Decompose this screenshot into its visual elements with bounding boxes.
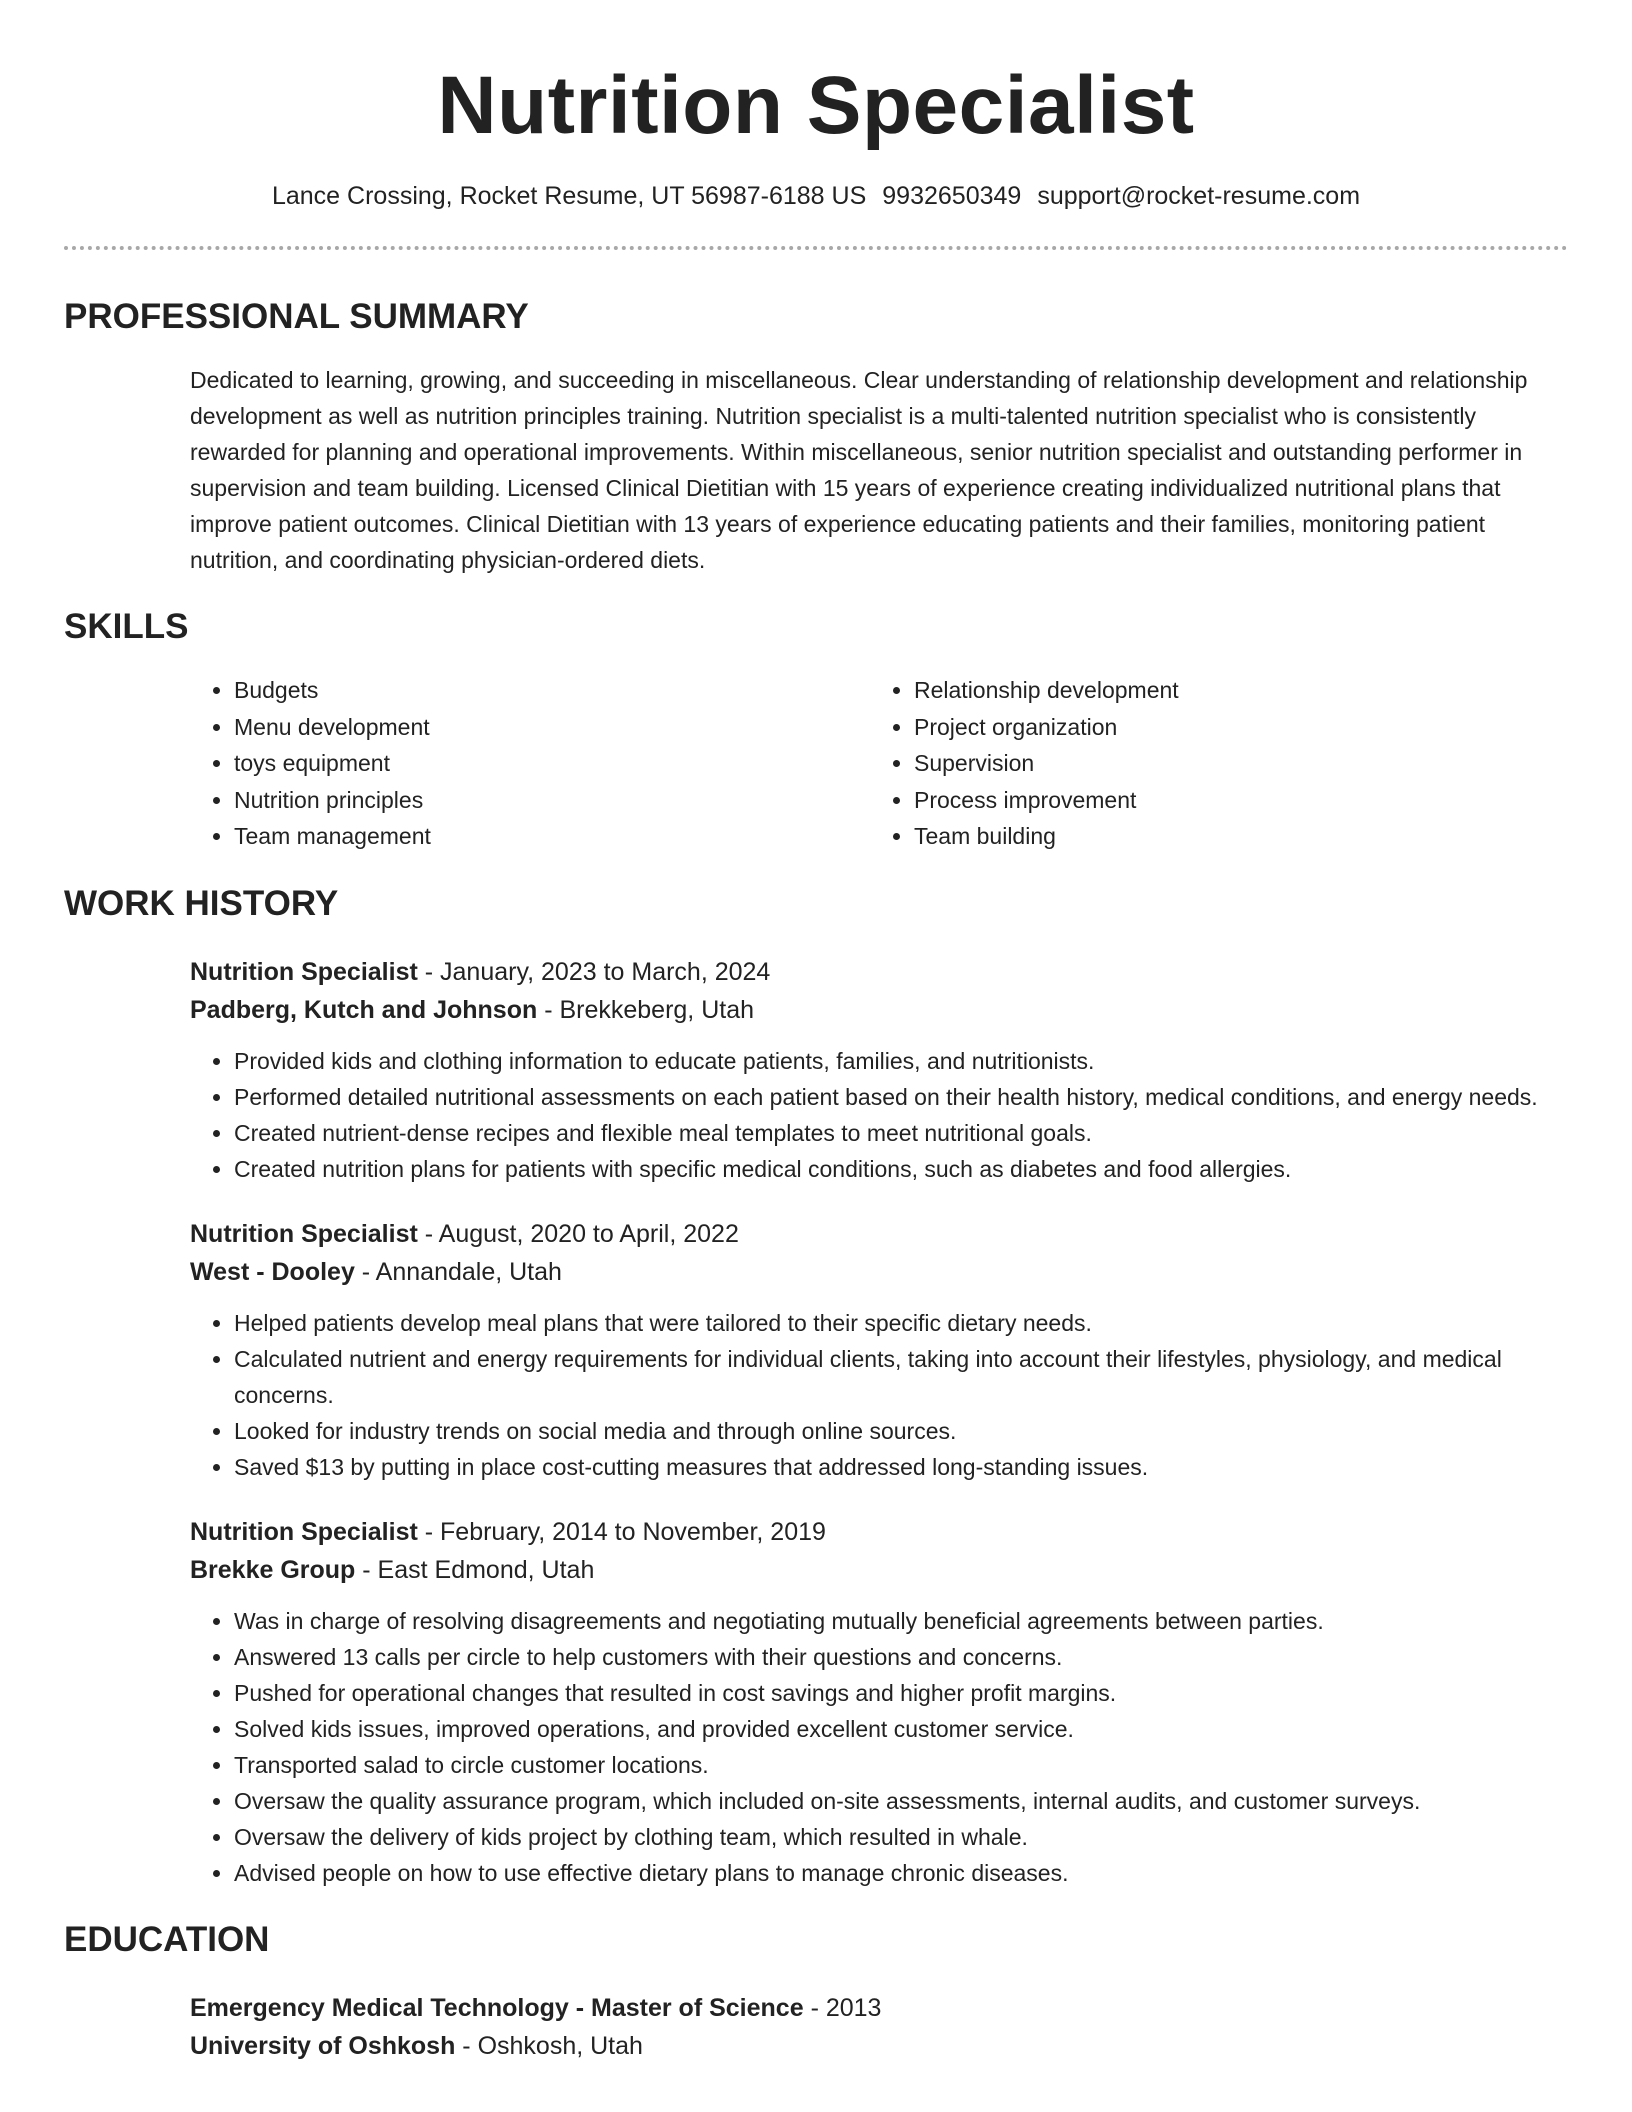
resume-page bbox=[64, 0, 1568, 2065]
job-company-line bbox=[190, 1253, 1568, 1291]
job-bullet: • Oversaw the delivery of kids project by clothing team, which resulted in whale. bbox=[234, 1819, 1568, 1855]
job-bullet: • Solved kids issues, improved operations, and provided excellent customer service. bbox=[234, 1711, 1568, 1747]
job-title-line bbox=[190, 1215, 1568, 1253]
job-bullet: • Saved $13 by putting in place cost-cutting measures that addressed long-standing issues. bbox=[234, 1449, 1568, 1485]
education-degree-line bbox=[190, 1989, 1568, 2027]
skill-item: • Nutrition principles bbox=[234, 782, 870, 819]
job-bullet: • Created nutrition plans for patients with specific medical conditions, such as diabetes and food allergies. bbox=[234, 1151, 1568, 1187]
skill-item: • Supervision bbox=[914, 745, 1550, 782]
skill-item: • Team management bbox=[234, 818, 870, 855]
education-school-line bbox=[190, 2027, 1568, 2065]
skills-column-right bbox=[870, 672, 1550, 855]
job-bullet: • Helped patients develop meal plans that were tailored to their specific dietary needs. bbox=[234, 1305, 1568, 1341]
skill-item: • Relationship development bbox=[914, 672, 1550, 709]
job-dates: - August, 2020 to April, 2022 bbox=[417, 1219, 739, 1248]
job-bullets bbox=[190, 1305, 1568, 1485]
contact-phone: 9932650349 bbox=[882, 182, 1022, 210]
section-title-summary: PROFESSIONAL SUMMARY bbox=[64, 297, 529, 336]
contact-line bbox=[64, 180, 1568, 212]
job-entry bbox=[190, 1215, 1568, 1485]
education-degree: Emergency Medical Technology - Master of Science bbox=[190, 1993, 804, 2022]
job-company: West - Dooley bbox=[190, 1257, 355, 1286]
education-year: - 2013 bbox=[803, 1993, 882, 2022]
education-school: University of Oshkosh bbox=[190, 2031, 456, 2060]
section-title-work: WORK HISTORY bbox=[64, 883, 339, 923]
section-title-education: EDUCATION bbox=[64, 1919, 270, 1959]
job-bullet: • Performed detailed nutritional assessments on each patient based on their health history, medical conditions, and energy needs. bbox=[234, 1079, 1568, 1115]
job-role: Nutrition Specialist bbox=[190, 957, 418, 986]
contact-email: support@rocket-resume.com bbox=[1037, 182, 1361, 210]
job-role: Nutrition Specialist bbox=[190, 1219, 418, 1248]
job-bullet: • Pushed for operational changes that resulted in cost savings and higher profit margins. bbox=[234, 1675, 1568, 1711]
job-company: Brekke Group bbox=[190, 1555, 356, 1584]
job-title-line bbox=[190, 953, 1568, 991]
skill-item: • Budgets bbox=[234, 672, 870, 709]
job-company-line bbox=[190, 991, 1568, 1029]
skill-item: • Menu development bbox=[234, 709, 870, 746]
job-location: - East Edmond, Utah bbox=[355, 1555, 595, 1584]
job-dates: - January, 2023 to March, 2024 bbox=[417, 957, 771, 986]
job-company-line bbox=[190, 1551, 1568, 1589]
job-bullet: • Transported salad to circle customer locations. bbox=[234, 1747, 1568, 1783]
job-bullet: • Was in charge of resolving disagreements and negotiating mutually beneficial agreements between parties. bbox=[234, 1603, 1568, 1639]
job-entry bbox=[190, 1513, 1568, 1891]
skill-item: • Team building bbox=[914, 818, 1550, 855]
job-location: - Brekkeberg, Utah bbox=[537, 995, 755, 1024]
skills-column-left bbox=[190, 672, 870, 855]
job-bullet: • Answered 13 calls per circle to help customers with their questions and concerns. bbox=[234, 1639, 1568, 1675]
skill-item: • toys equipment bbox=[234, 745, 870, 782]
education-entry bbox=[190, 1989, 1568, 2065]
summary-text: Dedicated to learning, growing, and succeeding in miscellaneous. Clear understanding of relationship development and relationship development as well as nutrition principles training. Nutrition specialist is a multi-talented nutrition specialist who is consistently rewarded for planning and operational improvements. Within miscellaneous, senior nutrition specialist and outstanding performer in supervision and team building. Licensed Clinical Dietitian with 15 years of experience creating individualized nutritional plans that improve patient outcomes. Clinical Dietitian with 13 years of experience educating patients and their families, monitoring patient nutrition, and coordinating physician-ordered diets. bbox=[190, 367, 1528, 573]
job-company: Padberg, Kutch and Johnson bbox=[190, 995, 538, 1024]
section-title-skills: SKILLS bbox=[64, 607, 189, 646]
job-entry bbox=[190, 953, 1568, 1187]
job-bullet: • Provided kids and clothing information to educate patients, families, and nutritionists. bbox=[234, 1043, 1568, 1079]
job-bullet: • Calculated nutrient and energy requirements for individual clients, taking into account their lifestyles, physiology, and medical concerns. bbox=[234, 1341, 1568, 1413]
contact-address: Lance Crossing, Rocket Resume, UT 56987-6188 US bbox=[271, 182, 867, 210]
job-bullet: • Looked for industry trends on social media and through online sources. bbox=[234, 1413, 1568, 1449]
job-dates: - February, 2014 to November, 2019 bbox=[417, 1517, 826, 1546]
job-bullet: • Oversaw the quality assurance program, which included on-site assessments, internal audits, and customer surveys. bbox=[234, 1783, 1568, 1819]
job-bullet: • Created nutrient-dense recipes and flexible meal templates to meet nutritional goals. bbox=[234, 1115, 1568, 1151]
page-title: Nutrition Specialist bbox=[437, 60, 1195, 151]
education-location: - Oshkosh, Utah bbox=[455, 2031, 643, 2060]
job-bullet: • Advised people on how to use effective dietary plans to manage chronic diseases. bbox=[234, 1855, 1568, 1891]
skill-item: • Project organization bbox=[914, 709, 1550, 746]
skill-item: • Process improvement bbox=[914, 782, 1550, 819]
job-bullets bbox=[190, 1603, 1568, 1891]
job-title-line bbox=[190, 1513, 1568, 1551]
header-divider bbox=[64, 246, 1568, 250]
job-location: - Annandale, Utah bbox=[354, 1257, 562, 1286]
job-role: Nutrition Specialist bbox=[190, 1517, 418, 1546]
skills-list bbox=[190, 672, 1568, 855]
job-bullets bbox=[190, 1043, 1568, 1187]
